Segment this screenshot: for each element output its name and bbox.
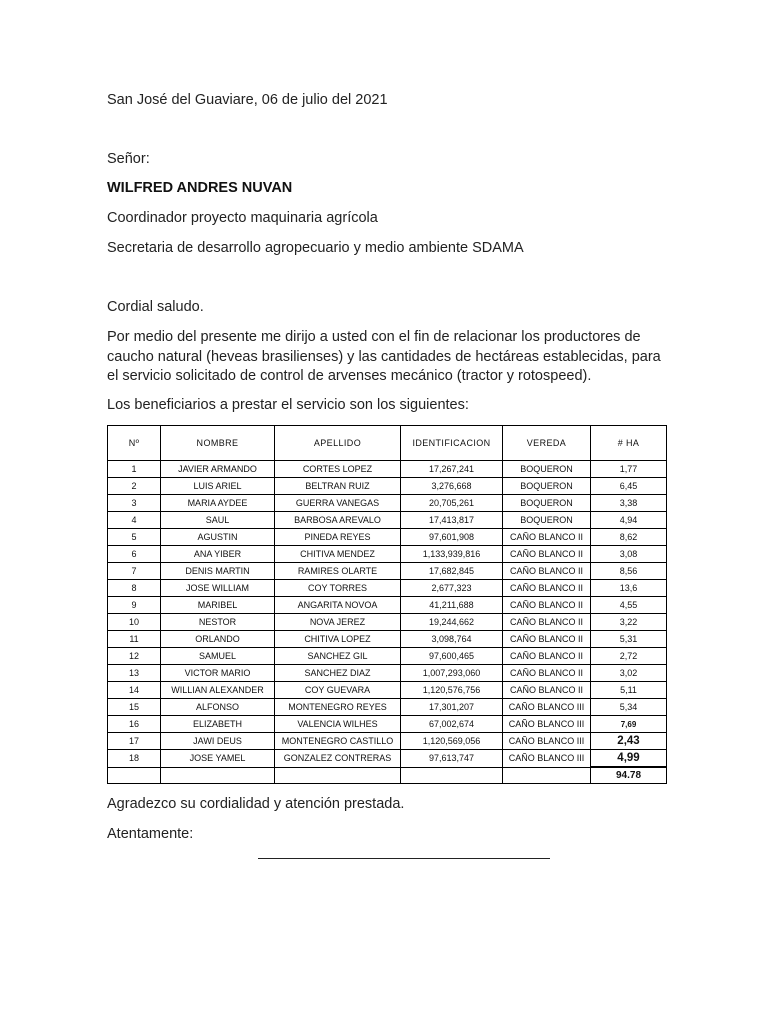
cell-surname: COY GUEVARA	[275, 682, 401, 699]
table-row	[108, 665, 667, 682]
cell-name: WILLIAN ALEXANDER	[161, 682, 275, 699]
cell-name: JOSE WILLIAM	[161, 580, 275, 597]
cell-number: 1	[108, 461, 161, 478]
table-row	[108, 580, 667, 597]
cell-number: 16	[108, 716, 161, 733]
total-hectares: 94.78	[591, 767, 667, 784]
cell-identification: 97,601,908	[401, 529, 503, 546]
cell-name: AGUSTIN	[161, 529, 275, 546]
header-number: Nº	[108, 426, 161, 461]
cell-number: 14	[108, 682, 161, 699]
recipient-department: Secretaria de desarrollo agropecuario y medio ambiente SDAMA	[107, 240, 524, 256]
cell-hectares: 4,99	[591, 750, 667, 768]
cell-hectares: 2,43	[591, 733, 667, 750]
cell-surname: SANCHEZ GIL	[275, 648, 401, 665]
cell-name: VICTOR MARIO	[161, 665, 275, 682]
cell-identification: 17,267,241	[401, 461, 503, 478]
table-total-row	[108, 767, 667, 784]
cell-surname: NOVA JEREZ	[275, 614, 401, 631]
total-empty-cell	[275, 767, 401, 784]
total-empty-cell	[161, 767, 275, 784]
cell-number: 15	[108, 699, 161, 716]
closing-line: Atentamente:	[107, 826, 194, 842]
cell-surname: PINEDA REYES	[275, 529, 401, 546]
cell-vereda: CAÑO BLANCO III	[503, 716, 591, 733]
cell-surname: MONTENEGRO CASTILLO	[275, 733, 401, 750]
cell-name: ANA YIBER	[161, 546, 275, 563]
cell-hectares: 1,77	[591, 461, 667, 478]
cell-vereda: CAÑO BLANCO II	[503, 546, 591, 563]
cell-hectares: 8,62	[591, 529, 667, 546]
cell-name: SAMUEL	[161, 648, 275, 665]
cell-number: 18	[108, 750, 161, 768]
cell-number: 5	[108, 529, 161, 546]
cell-number: 6	[108, 546, 161, 563]
cell-name: JAWI DEUS	[161, 733, 275, 750]
cell-vereda: CAÑO BLANCO II	[503, 648, 591, 665]
cell-identification: 3,276,668	[401, 478, 503, 495]
header-hectares: # HA	[591, 426, 667, 461]
cell-identification: 67,002,674	[401, 716, 503, 733]
cell-vereda: BOQUERON	[503, 512, 591, 529]
cell-number: 17	[108, 733, 161, 750]
cell-hectares: 5,34	[591, 699, 667, 716]
cell-identification: 17,413,817	[401, 512, 503, 529]
cell-number: 3	[108, 495, 161, 512]
beneficiaries-table-wrapper	[107, 425, 667, 784]
cell-hectares: 3,38	[591, 495, 667, 512]
cell-number: 10	[108, 614, 161, 631]
body-paragraph: Por medio del presente me dirijo a usted con el fin de relacionar los productores de caucho natural (heveas brasilienses) y las cantidades de hectáreas establecidas, para el servicio solicitado de control de arvenses mecánico (tractor y rotospeed).	[107, 329, 661, 384]
cell-identification: 41,211,688	[401, 597, 503, 614]
cell-vereda: CAÑO BLANCO II	[503, 665, 591, 682]
cell-surname: RAMIRES OLARTE	[275, 563, 401, 580]
cell-vereda: BOQUERON	[503, 478, 591, 495]
cell-number: 12	[108, 648, 161, 665]
cell-identification: 3,098,764	[401, 631, 503, 648]
cell-number: 8	[108, 580, 161, 597]
header-identification: IDENTIFICACION	[401, 426, 503, 461]
cell-name: MARIA AYDEE	[161, 495, 275, 512]
cell-name: DENIS MARTIN	[161, 563, 275, 580]
cell-identification: 97,613,747	[401, 750, 503, 768]
cell-identification: 17,301,207	[401, 699, 503, 716]
table-row	[108, 512, 667, 529]
thanks-line: Agradezco su cordialidad y atención prestada.	[107, 796, 405, 812]
cell-vereda: CAÑO BLANCO II	[503, 597, 591, 614]
cell-vereda: BOQUERON	[503, 461, 591, 478]
cell-hectares: 3,08	[591, 546, 667, 563]
cell-name: ORLANDO	[161, 631, 275, 648]
cell-vereda: CAÑO BLANCO II	[503, 631, 591, 648]
cell-number: 13	[108, 665, 161, 682]
cell-vereda: CAÑO BLANCO II	[503, 529, 591, 546]
header-name: NOMBRE	[161, 426, 275, 461]
table-row	[108, 750, 667, 768]
cell-surname: SANCHEZ DIAZ	[275, 665, 401, 682]
cell-identification: 17,682,845	[401, 563, 503, 580]
cell-name: JOSE YAMEL	[161, 750, 275, 768]
table-row	[108, 631, 667, 648]
cell-surname: CORTES LOPEZ	[275, 461, 401, 478]
cell-hectares: 4,94	[591, 512, 667, 529]
cell-identification: 2,677,323	[401, 580, 503, 597]
cell-vereda: CAÑO BLANCO II	[503, 580, 591, 597]
beneficiaries-table	[107, 425, 667, 784]
cell-identification: 19,244,662	[401, 614, 503, 631]
cell-identification: 1,007,293,060	[401, 665, 503, 682]
total-empty-cell	[503, 767, 591, 784]
cell-surname: ANGARITA NOVOA	[275, 597, 401, 614]
cell-number: 7	[108, 563, 161, 580]
cell-number: 4	[108, 512, 161, 529]
table-intro: Los beneficiarios a prestar el servicio son los siguientes:	[107, 397, 469, 413]
cell-number: 2	[108, 478, 161, 495]
cell-name: LUIS ARIEL	[161, 478, 275, 495]
cell-hectares: 3,02	[591, 665, 667, 682]
greeting: Cordial saludo.	[107, 299, 204, 315]
cell-hectares: 5,31	[591, 631, 667, 648]
cell-surname: BARBOSA AREVALO	[275, 512, 401, 529]
table-row	[108, 461, 667, 478]
total-empty-cell	[108, 767, 161, 784]
total-empty-cell	[401, 767, 503, 784]
table-row	[108, 733, 667, 750]
cell-identification: 97,600,465	[401, 648, 503, 665]
table-header-row	[108, 426, 667, 461]
table-row	[108, 546, 667, 563]
table-row	[108, 597, 667, 614]
cell-identification: 1,133,939,816	[401, 546, 503, 563]
cell-surname: GONZALEZ CONTRERAS	[275, 750, 401, 768]
cell-vereda: CAÑO BLANCO II	[503, 614, 591, 631]
table-row	[108, 495, 667, 512]
cell-surname: MONTENEGRO REYES	[275, 699, 401, 716]
cell-hectares: 4,55	[591, 597, 667, 614]
table-row	[108, 699, 667, 716]
cell-surname: GUERRA VANEGAS	[275, 495, 401, 512]
cell-surname: BELTRAN RUIZ	[275, 478, 401, 495]
cell-hectares: 8,56	[591, 563, 667, 580]
table-row	[108, 478, 667, 495]
cell-vereda: BOQUERON	[503, 495, 591, 512]
table-row	[108, 682, 667, 699]
cell-name: JAVIER ARMANDO	[161, 461, 275, 478]
cell-vereda: CAÑO BLANCO II	[503, 682, 591, 699]
header-surname: APELLIDO	[275, 426, 401, 461]
cell-vereda: CAÑO BLANCO III	[503, 699, 591, 716]
cell-vereda: CAÑO BLANCO II	[503, 563, 591, 580]
cell-hectares: 13,6	[591, 580, 667, 597]
cell-hectares: 7,69	[591, 716, 667, 733]
table-row	[108, 614, 667, 631]
salutation: Señor:	[107, 151, 150, 167]
cell-name: SAUL	[161, 512, 275, 529]
cell-surname: CHITIVA LOPEZ	[275, 631, 401, 648]
cell-name: ALFONSO	[161, 699, 275, 716]
table-row	[108, 648, 667, 665]
cell-name: MARIBEL	[161, 597, 275, 614]
table-row	[108, 716, 667, 733]
header-vereda: VEREDA	[503, 426, 591, 461]
signature-line	[258, 858, 550, 859]
recipient-role: Coordinador proyecto maquinaria agrícola	[107, 210, 378, 226]
cell-number: 9	[108, 597, 161, 614]
cell-name: NESTOR	[161, 614, 275, 631]
cell-surname: CHITIVA MENDEZ	[275, 546, 401, 563]
cell-vereda: CAÑO BLANCO III	[503, 750, 591, 768]
cell-surname: COY TORRES	[275, 580, 401, 597]
cell-number: 11	[108, 631, 161, 648]
cell-identification: 20,705,261	[401, 495, 503, 512]
letter-date: San José del Guaviare, 06 de julio del 2021	[107, 92, 388, 108]
cell-hectares: 6,45	[591, 478, 667, 495]
cell-hectares: 3,22	[591, 614, 667, 631]
recipient-name: WILFRED ANDRES NUVAN	[107, 180, 293, 196]
cell-vereda: CAÑO BLANCO III	[503, 733, 591, 750]
cell-identification: 1,120,576,756	[401, 682, 503, 699]
cell-hectares: 2,72	[591, 648, 667, 665]
cell-identification: 1,120,569,056	[401, 733, 503, 750]
cell-name: ELIZABETH	[161, 716, 275, 733]
cell-surname: VALENCIA WILHES	[275, 716, 401, 733]
cell-hectares: 5,11	[591, 682, 667, 699]
table-row	[108, 563, 667, 580]
table-row	[108, 529, 667, 546]
